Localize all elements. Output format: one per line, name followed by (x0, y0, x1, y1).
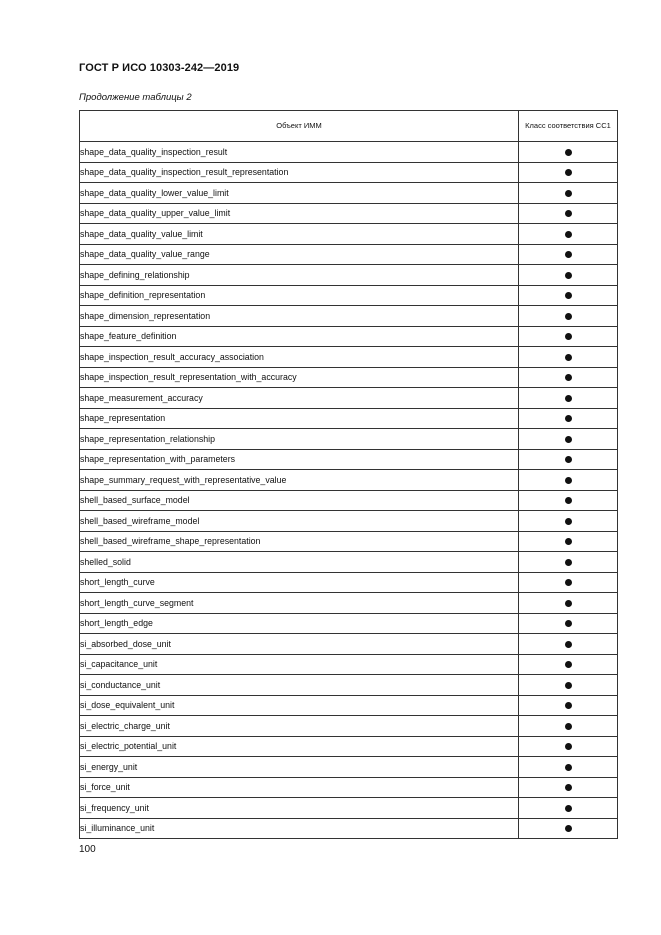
table-row (80, 367, 618, 388)
conformance-mark-cell (519, 490, 618, 511)
filled-circle-icon (565, 538, 572, 545)
conformance-mark-cell (519, 675, 618, 696)
conformance-mark-cell (519, 265, 618, 286)
filled-circle-icon (565, 190, 572, 197)
object-name-cell: shape_data_quality_inspection_result (80, 142, 519, 163)
conformance-table (79, 110, 618, 839)
conformance-mark-cell (519, 203, 618, 224)
conformance-mark-cell (519, 326, 618, 347)
object-name-cell: si_dose_equivalent_unit (80, 695, 519, 716)
table-row (80, 265, 618, 286)
filled-circle-icon (565, 641, 572, 648)
filled-circle-icon (565, 764, 572, 771)
conformance-mark-cell (519, 777, 618, 798)
filled-circle-icon (565, 620, 572, 627)
filled-circle-icon (565, 210, 572, 217)
object-name-cell: shape_data_quality_upper_value_limit (80, 203, 519, 224)
filled-circle-icon (565, 395, 572, 402)
table-row (80, 777, 618, 798)
conformance-mark-cell (519, 162, 618, 183)
conformance-mark-cell (519, 142, 618, 163)
filled-circle-icon (565, 354, 572, 361)
conformance-mark-cell (519, 634, 618, 655)
object-name-cell: shape_measurement_accuracy (80, 388, 519, 409)
filled-circle-icon (565, 415, 572, 422)
object-name-cell: si_electric_potential_unit (80, 736, 519, 757)
conformance-mark-cell (519, 654, 618, 675)
filled-circle-icon (565, 251, 572, 258)
filled-circle-icon (565, 497, 572, 504)
filled-circle-icon (565, 518, 572, 525)
conformance-mark-cell (519, 470, 618, 491)
table-row (80, 470, 618, 491)
object-name-cell: si_illuminance_unit (80, 818, 519, 839)
conformance-mark-cell (519, 552, 618, 573)
conformance-mark-cell (519, 511, 618, 532)
object-name-cell: shape_summary_request_with_representative_value (80, 470, 519, 491)
filled-circle-icon (565, 374, 572, 381)
table-row (80, 490, 618, 511)
object-name-cell: shape_data_quality_value_range (80, 244, 519, 265)
table-row (80, 142, 618, 163)
conformance-mark-cell (519, 183, 618, 204)
filled-circle-icon (565, 579, 572, 586)
table-row (80, 306, 618, 327)
object-name-cell: si_electric_charge_unit (80, 716, 519, 737)
table-row (80, 203, 618, 224)
filled-circle-icon (565, 723, 572, 730)
conformance-mark-cell (519, 449, 618, 470)
document-standard-title: ГОСТ Р ИСО 10303-242—2019 (79, 62, 240, 74)
header-conformance-class: Класс соответствия CC1 (519, 111, 618, 142)
table-row (80, 244, 618, 265)
table-row (80, 654, 618, 675)
object-name-cell: shape_representation_relationship (80, 429, 519, 450)
table-row (80, 511, 618, 532)
conformance-mark-cell (519, 613, 618, 634)
filled-circle-icon (565, 702, 572, 709)
object-name-cell: shape_data_quality_lower_value_limit (80, 183, 519, 204)
table-caption: Продолжение таблицы 2 (79, 92, 192, 103)
table-row (80, 716, 618, 737)
table-row (80, 798, 618, 819)
object-name-cell: si_energy_unit (80, 757, 519, 778)
object-name-cell: shape_defining_relationship (80, 265, 519, 286)
object-name-cell: shape_feature_definition (80, 326, 519, 347)
table-row (80, 736, 618, 757)
conformance-mark-cell (519, 388, 618, 409)
conformance-mark-cell (519, 285, 618, 306)
conformance-mark-cell (519, 593, 618, 614)
filled-circle-icon (565, 272, 572, 279)
filled-circle-icon (565, 477, 572, 484)
conformance-mark-cell (519, 224, 618, 245)
filled-circle-icon (565, 600, 572, 607)
table-row (80, 285, 618, 306)
object-name-cell: si_absorbed_dose_unit (80, 634, 519, 655)
table-row (80, 408, 618, 429)
table-body (80, 142, 618, 839)
filled-circle-icon (565, 682, 572, 689)
conformance-mark-cell (519, 367, 618, 388)
table-row (80, 326, 618, 347)
object-name-cell: shape_data_quality_inspection_result_representation (80, 162, 519, 183)
table-row (80, 818, 618, 839)
object-name-cell: shape_representation_with_parameters (80, 449, 519, 470)
filled-circle-icon (565, 784, 572, 791)
conformance-mark-cell (519, 818, 618, 839)
table-row (80, 347, 618, 368)
table-row (80, 695, 618, 716)
conformance-mark-cell (519, 572, 618, 593)
table-row (80, 183, 618, 204)
filled-circle-icon (565, 805, 572, 812)
table-row (80, 552, 618, 573)
object-name-cell: short_length_edge (80, 613, 519, 634)
conformance-mark-cell (519, 757, 618, 778)
object-name-cell: shape_data_quality_value_limit (80, 224, 519, 245)
table-row (80, 531, 618, 552)
object-name-cell: shape_representation (80, 408, 519, 429)
object-name-cell: si_force_unit (80, 777, 519, 798)
object-name-cell: si_capacitance_unit (80, 654, 519, 675)
table-row (80, 634, 618, 655)
object-name-cell: short_length_curve (80, 572, 519, 593)
object-name-cell: shape_dimension_representation (80, 306, 519, 327)
filled-circle-icon (565, 149, 572, 156)
conformance-mark-cell (519, 531, 618, 552)
filled-circle-icon (565, 313, 572, 320)
filled-circle-icon (565, 436, 572, 443)
object-name-cell: shelled_solid (80, 552, 519, 573)
conformance-mark-cell (519, 716, 618, 737)
object-name-cell: shell_based_wireframe_model (80, 511, 519, 532)
object-name-cell: si_conductance_unit (80, 675, 519, 696)
conformance-mark-cell (519, 798, 618, 819)
table-row (80, 613, 618, 634)
conformance-mark-cell (519, 347, 618, 368)
table-row (80, 593, 618, 614)
object-name-cell: shell_based_wireframe_shape_representation (80, 531, 519, 552)
object-name-cell: si_frequency_unit (80, 798, 519, 819)
object-name-cell: short_length_curve_segment (80, 593, 519, 614)
object-name-cell: shell_based_surface_model (80, 490, 519, 511)
filled-circle-icon (565, 559, 572, 566)
filled-circle-icon (565, 231, 572, 238)
table-row (80, 388, 618, 409)
header-object: Объект ИММ (80, 111, 519, 142)
table-row (80, 572, 618, 593)
conformance-mark-cell (519, 306, 618, 327)
table-row (80, 675, 618, 696)
table-header-row (80, 111, 618, 142)
filled-circle-icon (565, 169, 572, 176)
object-name-cell: shape_definition_representation (80, 285, 519, 306)
table-row (80, 224, 618, 245)
table-row (80, 429, 618, 450)
filled-circle-icon (565, 292, 572, 299)
filled-circle-icon (565, 456, 572, 463)
filled-circle-icon (565, 333, 572, 340)
filled-circle-icon (565, 661, 572, 668)
object-name-cell: shape_inspection_result_accuracy_association (80, 347, 519, 368)
page-number: 100 (79, 844, 96, 855)
filled-circle-icon (565, 825, 572, 832)
conformance-mark-cell (519, 695, 618, 716)
table-row (80, 449, 618, 470)
conformance-mark-cell (519, 429, 618, 450)
object-name-cell: shape_inspection_result_representation_with_accuracy (80, 367, 519, 388)
conformance-mark-cell (519, 408, 618, 429)
table-row (80, 757, 618, 778)
conformance-mark-cell (519, 736, 618, 757)
table-row (80, 162, 618, 183)
filled-circle-icon (565, 743, 572, 750)
conformance-mark-cell (519, 244, 618, 265)
